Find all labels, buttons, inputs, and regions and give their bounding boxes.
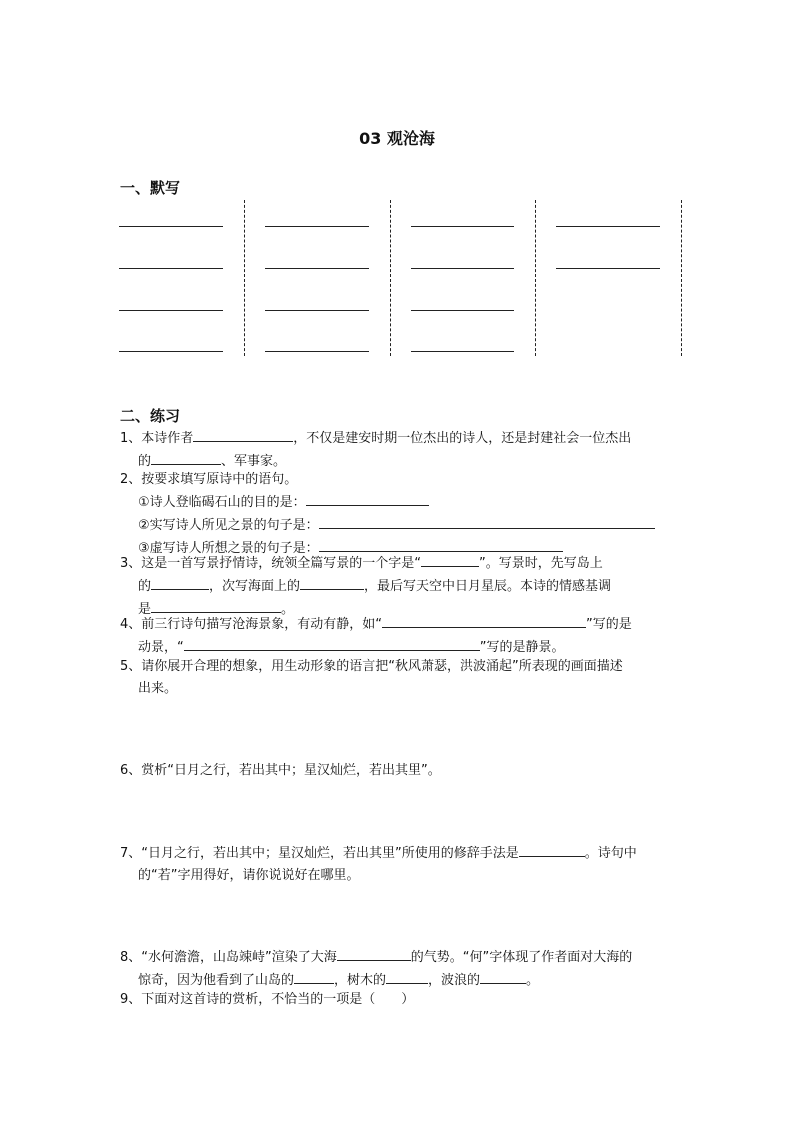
q8-text: 的气势。“何”字体现了作者面对大海的 xyxy=(410,950,633,965)
dictation-blank[interactable] xyxy=(411,226,514,227)
q3-text: 。 xyxy=(281,602,295,617)
section-heading-dictation: 一、默写 xyxy=(120,179,181,197)
dictation-blank[interactable] xyxy=(411,268,514,269)
column-divider xyxy=(390,200,391,356)
page-title: 03 观沧海 xyxy=(359,129,435,148)
q2-item-1: ①诗人登临碣石山的目的是： xyxy=(138,495,306,510)
q4-text: 动景，“ xyxy=(138,640,184,655)
q5-text: 5、请你展开合理的想象，用生动形象的语言把“秋风萧瑟，洪波涌起”所表现的画面描述 xyxy=(120,659,623,674)
q3-text: 是 xyxy=(138,602,152,617)
dictation-blank[interactable] xyxy=(265,226,369,227)
q8-text: 。 xyxy=(526,973,540,988)
section-heading-exercises: 二、练习 xyxy=(120,407,181,425)
q2-text: 2、按要求填写原诗中的语句。 xyxy=(120,472,298,487)
q3-blank-4[interactable] xyxy=(151,598,281,613)
q3-text: ”。写景时，先写岛上 xyxy=(479,556,603,571)
q1-blank-author[interactable] xyxy=(193,427,293,442)
dictation-blank[interactable] xyxy=(556,268,660,269)
q2-blank-1[interactable] xyxy=(306,491,429,506)
dictation-blank[interactable] xyxy=(119,310,223,311)
q4-text: ”写的是静景。 xyxy=(479,640,565,655)
dictation-blank[interactable] xyxy=(556,226,660,227)
q9-text: 9、下面对这首诗的赏析，不恰当的一项是（ ） xyxy=(120,992,415,1007)
dictation-blank[interactable] xyxy=(265,268,369,269)
q2-blank-3[interactable] xyxy=(319,537,563,552)
q4-blank-2[interactable] xyxy=(184,636,480,651)
q1-text: 的 xyxy=(138,454,152,469)
q3-blank-1[interactable] xyxy=(421,552,479,567)
question-2 xyxy=(120,469,655,560)
question-8 xyxy=(120,946,632,992)
q7-text: 的“若”字用得好，请你说说好在哪里。 xyxy=(138,868,360,883)
q6-text: 6、赏析“日月之行，若出其中；星汉灿烂，若出其里”。 xyxy=(120,763,441,778)
q2-item-2: ②实写诗人所见之景的句子是： xyxy=(138,518,319,533)
q2-blank-2[interactable] xyxy=(319,514,655,529)
q1-blank-role[interactable] xyxy=(151,450,221,465)
q1-text: 、军事家。 xyxy=(221,454,287,469)
q8-blank-2[interactable] xyxy=(294,969,334,984)
q4-text: ”写的是 xyxy=(586,617,632,632)
q8-blank-3[interactable] xyxy=(386,969,428,984)
q4-blank-1[interactable] xyxy=(382,613,586,628)
q8-blank-1[interactable] xyxy=(337,946,411,961)
dictation-blank[interactable] xyxy=(411,310,514,311)
question-9 xyxy=(120,989,414,1011)
column-divider xyxy=(244,200,245,356)
q3-text: ，最后写天空中日月星辰。本诗的情感基调 xyxy=(364,579,612,594)
q7-blank-1[interactable] xyxy=(519,842,585,857)
dictation-blank[interactable] xyxy=(265,310,369,311)
question-6 xyxy=(120,760,441,782)
q3-text: ，次写海面上的 xyxy=(209,579,301,594)
q3-blank-2[interactable] xyxy=(151,575,209,590)
question-7 xyxy=(120,842,637,887)
question-5 xyxy=(120,656,623,700)
dictation-blank[interactable] xyxy=(119,351,223,352)
q7-text: 。诗句中 xyxy=(584,846,637,861)
column-divider xyxy=(535,200,536,356)
dictation-blank[interactable] xyxy=(119,268,223,269)
q3-blank-3[interactable] xyxy=(300,575,364,590)
q8-text: 惊奇，因为他看到了山岛的 xyxy=(138,973,295,988)
q8-text: ，树木的 xyxy=(334,973,387,988)
question-1 xyxy=(120,427,631,473)
q8-blank-4[interactable] xyxy=(480,969,526,984)
q2-item-3: ③虚写诗人所想之景的句子是： xyxy=(138,541,319,556)
column-divider xyxy=(681,200,682,356)
dictation-blank[interactable] xyxy=(265,351,369,352)
dictation-blank[interactable] xyxy=(411,351,514,352)
question-4 xyxy=(120,613,632,659)
q1-text: 1、本诗作者 xyxy=(120,431,194,446)
q7-text: 7、“日月之行，若出其中；星汉灿烂，若出其里”所使用的修辞手法是 xyxy=(120,846,519,861)
q8-text: 8、“水何澹澹，山岛竦峙”渲染了大海 xyxy=(120,950,337,965)
q1-text: ，不仅是建安时期一位杰出的诗人，还是封建社会一位杰出 xyxy=(293,431,632,446)
q4-text: 4、前三行诗句描写沧海景象，有动有静，如“ xyxy=(120,617,383,632)
q3-text: 3、这是一首写景抒情诗，统领全篇写景的一个字是“ xyxy=(120,556,422,571)
dictation-blank[interactable] xyxy=(119,226,223,227)
q8-text: ，波浪的 xyxy=(428,973,481,988)
q5-text: 出来。 xyxy=(138,681,178,696)
question-3 xyxy=(120,552,611,621)
q3-text: 的 xyxy=(138,579,152,594)
